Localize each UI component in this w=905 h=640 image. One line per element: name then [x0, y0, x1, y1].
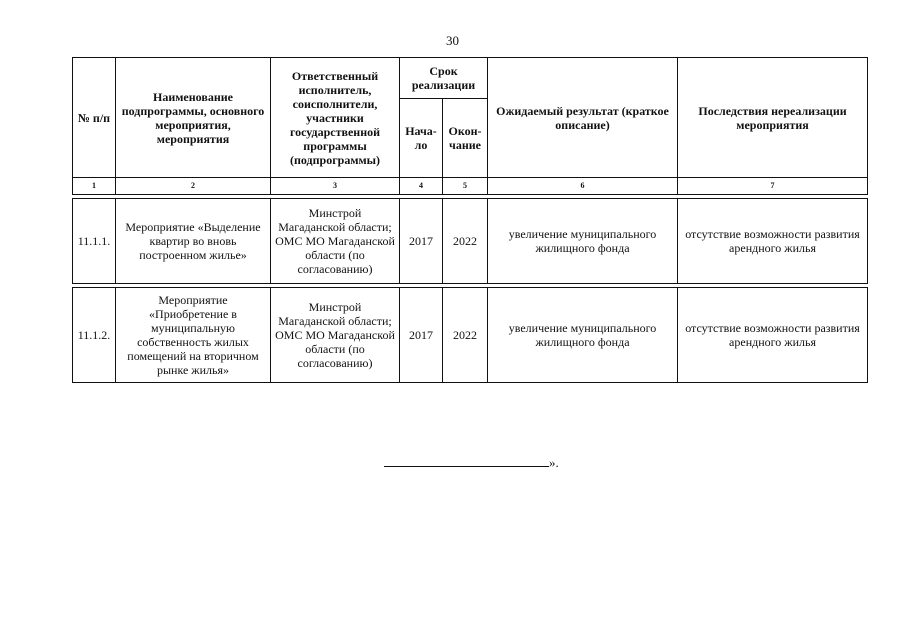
header-term: Срок реализации [400, 58, 488, 99]
row-start-year: 2017 [400, 199, 443, 284]
row-consequence: отсутствие возможности развития арендного жилья [678, 199, 868, 284]
row-responsible: Минстрой Магаданской области; ОМС МО Магаданской области (по согласованию) [271, 288, 400, 383]
column-number: 5 [443, 178, 488, 195]
closing-line [384, 455, 559, 471]
column-number-row [73, 178, 868, 195]
row-expected-result: увеличение муниципального жилищного фонда [488, 288, 678, 383]
program-activities-table [72, 57, 868, 383]
table-row [73, 288, 868, 383]
row-activity-name: Мероприятие «Выделение квартир во вновь построенном жилье» [116, 199, 271, 284]
row-start-year: 2017 [400, 288, 443, 383]
column-number: 3 [271, 178, 400, 195]
table-row [73, 199, 868, 284]
row-activity-name: Мероприятие «Приобретение в муниципальную собственность жилых помещений на вторичном рынке жилья» [116, 288, 271, 383]
closing-quote: ». [549, 455, 559, 470]
row-expected-result: увеличение муниципального жилищного фонда [488, 199, 678, 284]
header-name: Наименование подпрограммы, основного мероприятия, мероприятия [116, 58, 271, 178]
column-number: 7 [678, 178, 868, 195]
header-start: Нача-ло [400, 99, 443, 178]
header-end: Окон-чание [443, 99, 488, 178]
column-number: 6 [488, 178, 678, 195]
row-end-year: 2022 [443, 288, 488, 383]
row-end-year: 2022 [443, 199, 488, 284]
header-consequence: Последствия нереализации мероприятия [678, 58, 868, 178]
row-responsible: Минстрой Магаданской области; ОМС МО Магаданской области (по согласованию) [271, 199, 400, 284]
header-responsible: Ответственный исполнитель, соисполнители, участники государственной программы (подпрограммы) [271, 58, 400, 178]
closing-rule [384, 456, 549, 467]
column-number: 1 [73, 178, 116, 195]
row-num: 11.1.2. [73, 288, 116, 383]
page-number: 30 [446, 33, 459, 48]
column-number: 4 [400, 178, 443, 195]
header-num: № п/п [73, 58, 116, 178]
row-num: 11.1.1. [73, 199, 116, 284]
row-consequence: отсутствие возможности развития арендного жилья [678, 288, 868, 383]
column-number: 2 [116, 178, 271, 195]
header-result: Ожидаемый результат (краткое описание) [488, 58, 678, 178]
